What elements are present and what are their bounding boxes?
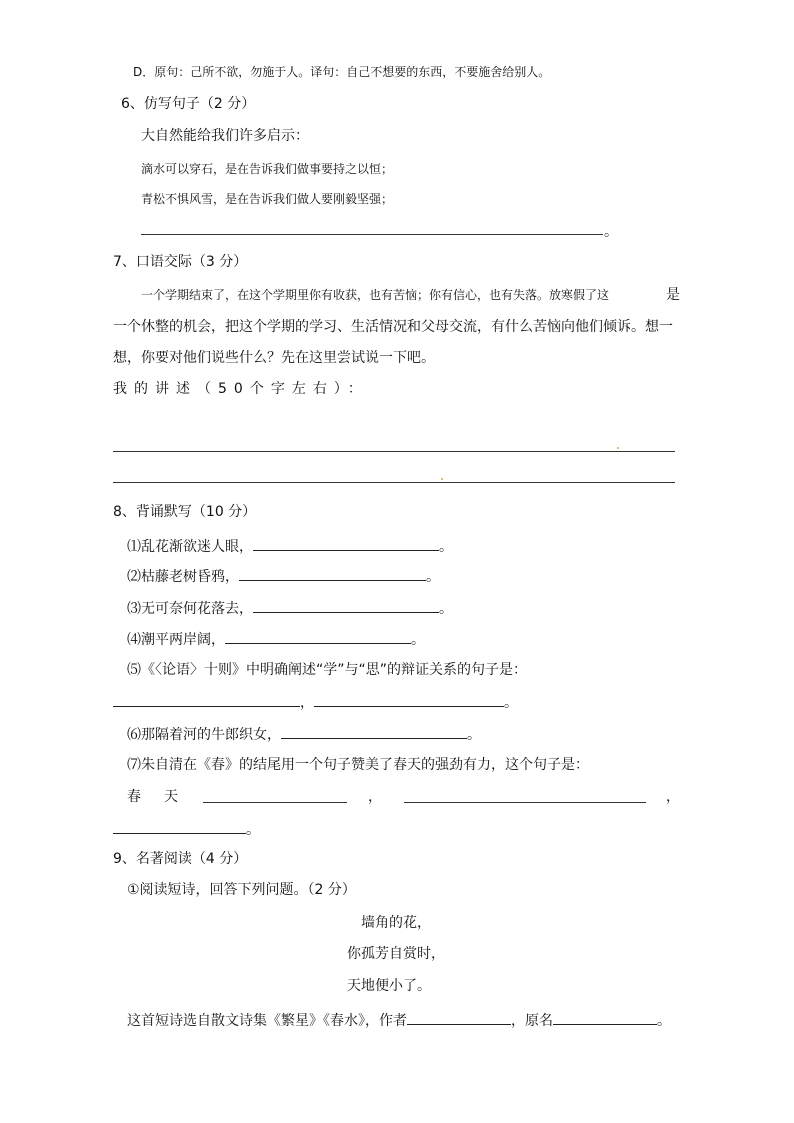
q8-title: 8、背诵默写（10 分） <box>113 504 257 520</box>
spring-char-2: 天 <box>164 789 178 805</box>
q8-blank-7a[interactable] <box>203 802 347 803</box>
q8-blank-7c[interactable] <box>113 819 246 834</box>
q6-title: 6、仿写句子（2 分） <box>121 96 256 112</box>
q9-blank-author[interactable] <box>407 1010 511 1025</box>
comma: ， <box>300 695 314 711</box>
q9-question-text-a: 这首短诗选自散文诗集《繁星》《春水》，作者 <box>127 1013 407 1029</box>
q8-blank-1[interactable] <box>253 536 439 551</box>
speck-mark <box>441 478 443 480</box>
q6-end: 。 <box>604 224 618 240</box>
q7-answer-line-2[interactable] <box>113 482 675 483</box>
q6-line1: 滴水可以穿石，是在告诉我们做事要持之以恒； <box>141 162 394 176</box>
q7-para1-tail: 是 <box>666 287 680 303</box>
q8-item-6-text: ⑹那隔着河的牛郎织女， <box>127 727 281 743</box>
period: 。 <box>657 1013 671 1029</box>
poem-line-1: 墙角的花， <box>361 915 431 931</box>
q7-prompt: 我的讲述（50个字左右）： <box>113 381 369 397</box>
period: 。 <box>411 632 425 648</box>
q7-para1: 一个学期结束了，在这个学期里你有收获，也有苦恼；你有信心，也有失落。放寒假了这 <box>141 288 610 302</box>
period: 。 <box>439 539 453 555</box>
spring-char-1: 春 <box>127 789 141 805</box>
period: 。 <box>467 727 481 743</box>
period: 。 <box>426 569 440 585</box>
q8-blank-3[interactable] <box>253 598 439 613</box>
comma: ， <box>666 789 680 805</box>
q7-answer-line-1[interactable] <box>113 451 675 452</box>
poem-line-3: 天地便小了。 <box>347 978 431 994</box>
q8-blank-5a[interactable] <box>113 692 300 707</box>
q8-item-3-text: ⑶无可奈何花落去， <box>127 601 253 617</box>
q8-blank-7b[interactable] <box>404 802 646 803</box>
period: 。 <box>246 822 260 838</box>
q8-blank-2[interactable] <box>239 566 426 581</box>
q7-para3: 想，你要对他们说些什么？先在这里尝试说一下吧。 <box>113 350 435 366</box>
q8-item-4-text: ⑷潮平两岸阔， <box>127 632 225 648</box>
q9-blank-realname[interactable] <box>553 1010 657 1025</box>
q8-item-6 <box>127 724 481 744</box>
q8-item-5: ⑸《〈论语〉十则》中明确阐述“学”与“思”的辩证关系的句子是： <box>127 662 528 678</box>
q9-title: 9、名著阅读（4 分） <box>113 851 248 867</box>
speck-mark <box>617 447 619 449</box>
q8-item-4 <box>127 629 425 649</box>
poem-line-2: 你孤芳自赏时， <box>347 946 445 962</box>
q8-item-7-continued <box>113 819 260 839</box>
q8-item-1-text: ⑴乱花渐欲迷人眼， <box>127 539 253 555</box>
comma: ， <box>368 789 382 805</box>
q8-item-2 <box>127 566 440 586</box>
q7-para2: 一个休整的机会，把这个学期的学习、生活情况和父母交流，有什么苦恼向他们倾诉。想一 <box>113 319 673 335</box>
option-d: D．原句：己所不欲，勿施于人。译句：自己不想要的东西，不要施舍给别人。 <box>133 65 551 79</box>
q8-item-1 <box>127 536 453 556</box>
q9-question <box>127 1010 671 1030</box>
q6-line2: 青松不惧风雪，是在告诉我们做人要刚毅坚强； <box>141 192 394 206</box>
q6-intro: 大自然能给我们许多启示： <box>141 128 309 144</box>
q9-sub1: ①阅读短诗，回答下列问题。（2 分） <box>127 882 356 898</box>
q9-question-text-b: ，原名 <box>511 1013 553 1029</box>
q8-item-7: ⑺朱自清在《春》的结尾用一个句子赞美了春天的强劲有力，这个句子是： <box>127 757 589 773</box>
q8-blank-5b[interactable] <box>314 692 504 707</box>
q7-title: 7、口语交际（3 分） <box>113 254 248 270</box>
q8-item-3 <box>127 598 453 618</box>
period: 。 <box>504 695 518 711</box>
q6-answer-line[interactable] <box>141 234 603 235</box>
q8-item-2-text: ⑵枯藤老树昏鸦， <box>127 569 239 585</box>
q8-item-5-answers <box>113 692 518 712</box>
q8-blank-6[interactable] <box>281 724 467 739</box>
period: 。 <box>439 601 453 617</box>
q8-blank-4[interactable] <box>225 629 411 644</box>
